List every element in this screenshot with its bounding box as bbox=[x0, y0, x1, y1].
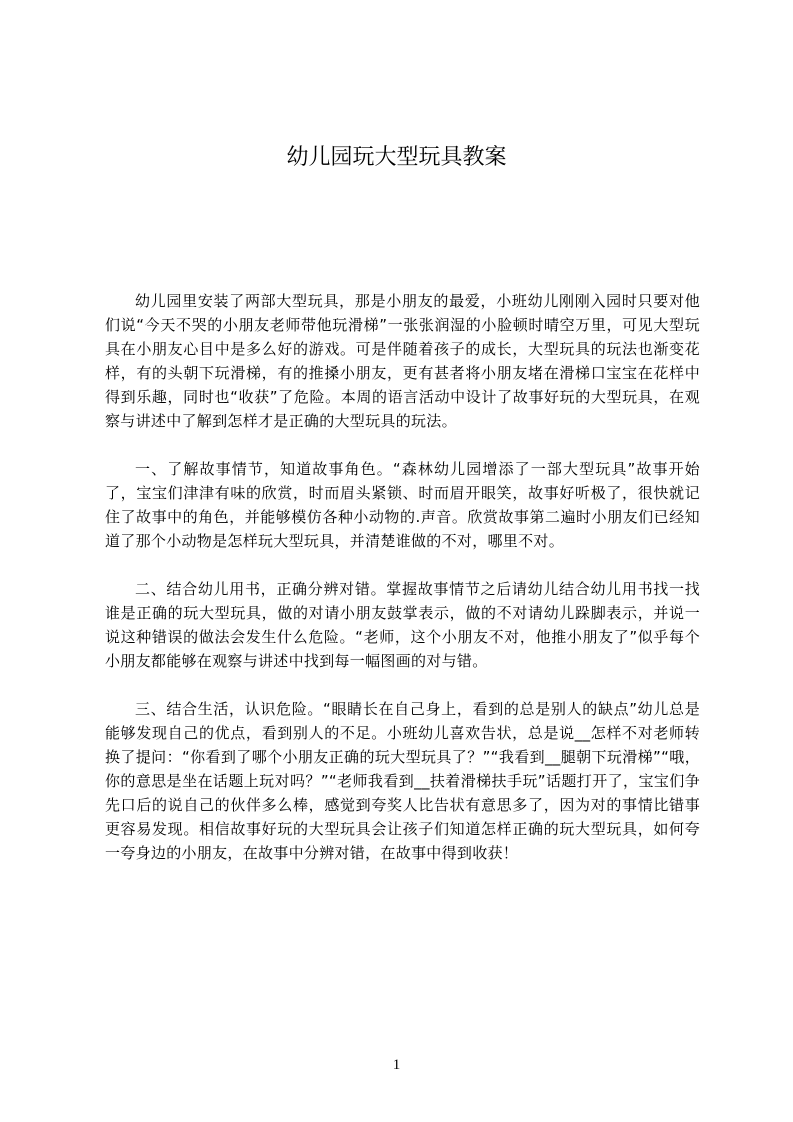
paragraph-intro: 幼儿园里安装了两部大型玩具，那是小朋友的最爱，小班幼儿刚刚入园时只要对他们说“今天不哭的小朋友老师带他玩滑梯”一张张润湿的小脸顿时晴空万里，可见大型玩具在小朋友心目中是多么好的游戏。可是伴随着孩子的成长，大型玩具的玩法也渐变花样，有的头朝下玩滑梯，有的推搡小朋友，更有甚者将小朋友堵在滑梯口宝宝在花样中得到乐趣，同时也“收获”了危险。本周的语言活动中设计了故事好玩的大型玩具，在观察与讲述中了解到怎样才是正确的大型玩具的玩法。 bbox=[105, 292, 700, 430]
page-title: 幼儿园玩大型玩具教案 bbox=[286, 145, 507, 170]
paragraph-section-two: 二、结合幼儿用书，正确分辨对错。掌握故事情节之后请幼儿结合幼儿用书找一找谁是正确的玩大型玩具，做的对请小朋友鼓掌表示，做的不对请幼儿跺脚表示，并说一说这种错误的做法会发生什么危险。“老师，这个小朋友不对，他推小朋友了”似乎每个小朋友都能够在观察与讲述中找到每一幅图画的对与错。 bbox=[105, 580, 700, 670]
paragraph-section-one: 一、了解故事情节，知道故事角色。“森林幼儿园增添了一部大型玩具”故事开始了，宝宝们津津有味的欣赏，时而眉头紧锁、时而眉开眼笑，故事好听极了，很快就记住了故事中的角色，并能够模仿各种小动物的.声音。欣赏故事第二遍时小朋友们已经知道了那个小动物是怎样玩大型玩具，并清楚谁做的不对，哪里不对。 bbox=[105, 460, 700, 550]
document-body bbox=[105, 289, 700, 865]
page-number: 1 bbox=[392, 1057, 401, 1073]
paragraph-section-three: 三、结合生活，认识危险。“眼睛长在自己身上，看到的总是别人的缺点”幼儿总是能够发现自己的优点，看到别人的不足。小班幼儿喜欢告状，总是说__怎样不对老师转换了提问：“你看到了哪个小朋友正确的玩大型玩具了？”“我看到__腿朝下玩滑梯”“哦，你的意思是坐在话题上玩对吗？”“老师我看到__扶着滑梯扶手玩”话题打开了，宝宝们争先口后的说自己的伙伴多么棒，感觉到夸奖人比告状有意思多了，因为对的事情比错事更容易发现。相信故事好玩的大型玩具会让孩子们知道怎样正确的玩大型玩具，如何夸一夸身边的小朋友，在故事中分辨对错，在故事中得到收获！ bbox=[105, 700, 700, 862]
